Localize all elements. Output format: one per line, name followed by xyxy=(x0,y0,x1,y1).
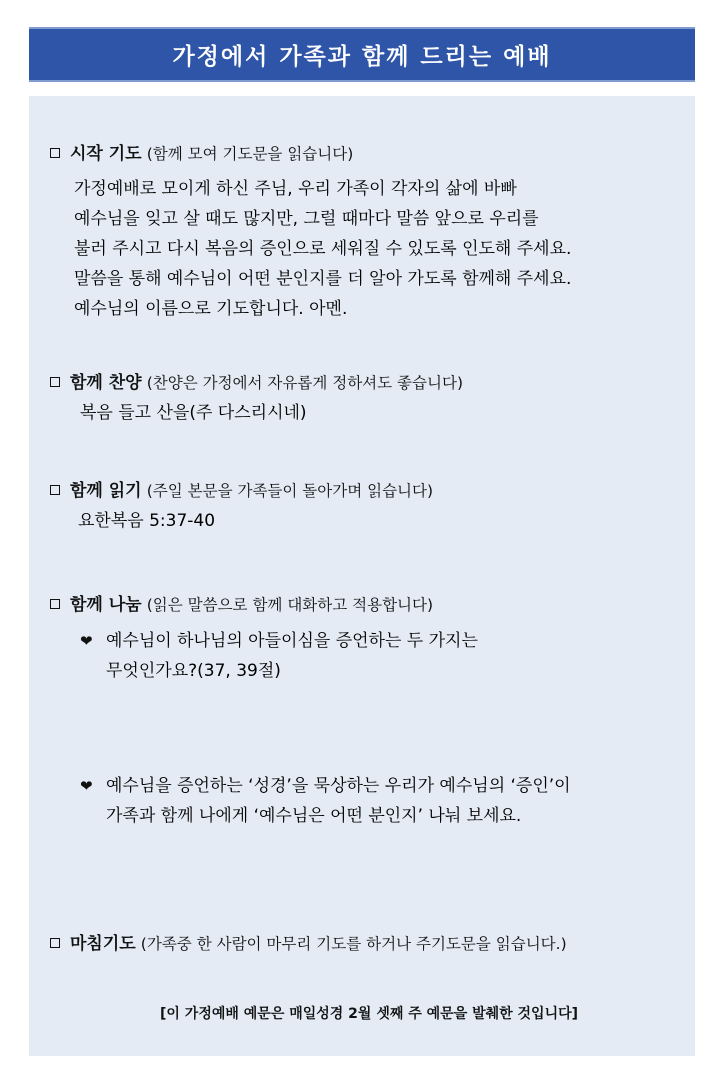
opening-prayer-text xyxy=(74,174,571,324)
square-outline-icon xyxy=(50,485,60,495)
scripture-reference: 요한복음 5:37-40 xyxy=(78,511,216,531)
section-reading xyxy=(50,480,433,502)
question-line: 예수님을 증언하는 ‘성경’을 묵상하는 우리가 예수님의 ‘증인’이 xyxy=(106,776,571,796)
section-title: 함께 읽기 xyxy=(70,481,142,501)
section-note: (찬양은 가정에서 자유롭게 정하셔도 좋습니다) xyxy=(146,374,463,392)
square-outline-icon xyxy=(50,938,60,948)
section-note: (주일 본문을 가족들이 돌아가며 읽습니다) xyxy=(146,482,434,500)
section-title: 함께 찬양 xyxy=(70,373,142,393)
question-line: 무엇인가요?(37, 39절) xyxy=(106,661,281,681)
praise-song-title: 복음 들고 산을(주 다스리시네) xyxy=(80,403,307,423)
section-praise xyxy=(50,372,463,394)
heart-icon: ❤ xyxy=(80,777,93,795)
section-title: 시작 기도 xyxy=(70,144,142,164)
source-note: [이 가정예배 예문은 매일성경 2월 셋째 주 예문을 발췌한 것입니다] xyxy=(160,1006,579,1022)
title-banner xyxy=(29,27,695,82)
prayer-line: 가정예배로 모이게 하신 주님, 우리 가족이 각자의 삶에 바빠 xyxy=(74,179,517,199)
square-outline-icon xyxy=(50,377,60,387)
section-closing-prayer xyxy=(50,933,567,955)
square-outline-icon xyxy=(50,148,60,158)
prayer-line: 말씀을 통해 예수님이 어떤 분인지를 더 알아 가도록 함께해 주세요. xyxy=(74,269,572,289)
prayer-line: 예수님의 이름으로 기도합니다. 아멘. xyxy=(74,299,348,319)
prayer-line: 예수님을 잊고 살 때도 많지만, 그럴 때마다 말씀 앞으로 우리를 xyxy=(74,209,539,229)
prayer-line: 불러 주시고 다시 복음의 증인으로 세워질 수 있도록 인도해 주세요. xyxy=(74,239,572,259)
section-note: (가족중 한 사람이 마무리 기도를 하거나 주기도문을 읽습니다.) xyxy=(140,935,567,953)
discussion-question xyxy=(80,626,478,686)
section-note: (읽은 말씀으로 함께 대화하고 적용합니다) xyxy=(146,596,434,614)
heart-icon: ❤ xyxy=(80,632,93,650)
section-opening-prayer xyxy=(50,143,353,165)
discussion-question xyxy=(80,771,571,831)
section-title: 함께 나눔 xyxy=(70,595,142,615)
section-title: 마침기도 xyxy=(70,934,136,954)
section-note: (함께 모여 기도문을 읽습니다) xyxy=(146,145,354,163)
square-outline-icon xyxy=(50,599,60,609)
question-line: 가족과 함께 나에게 ‘예수님은 어떤 분인지’ 나눠 보세요. xyxy=(106,806,522,826)
section-sharing xyxy=(50,594,433,616)
question-line: 예수님이 하나님의 아들이심을 증언하는 두 가지는 xyxy=(106,631,478,651)
page-title: 가정에서 가족과 함께 드리는 예배 xyxy=(172,44,552,70)
